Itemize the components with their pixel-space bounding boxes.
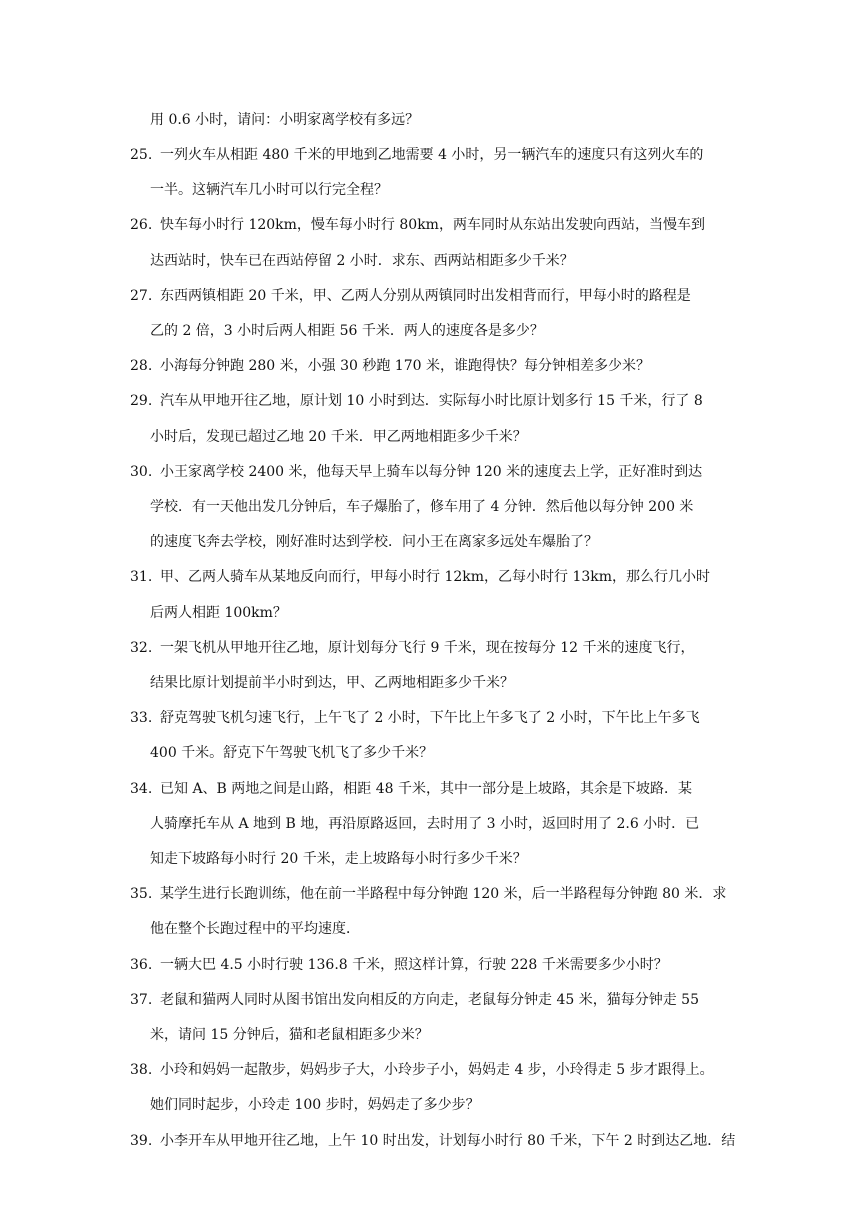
problem-text-line: 一半。这辆汽车几小时可以行完全程？ [150, 182, 388, 198]
problem-text-line: 某学生进行长跑训练，他在前一半路程中每分钟跑 120 米，后一半路程每分钟跑 80 米．求 [160, 886, 727, 902]
problem-number: 29. [130, 393, 153, 409]
problem-text-line: 快车每小时行 120km，慢车每小时行 80km，两车同时从东站出发驶向西站，当慢车到 [160, 217, 705, 233]
problem-text-line: 她们同时起步，小玲走 100 步时，妈妈走了多少步？ [150, 1097, 480, 1113]
problem-number: 26. [130, 217, 153, 233]
problem-text-line: 小王家离学校 2400 米，他每天早上骑车以每分钟 120 米的速度去上学，正好准时到达 [160, 464, 703, 480]
problem-text-line: 一列火车从相距 480 千米的甲地到乙地需要 4 小时，另一辆汽车的速度只有这列火车的 [160, 147, 704, 163]
problem-text-line: 小玲和妈妈一起散步，妈妈步子大，小玲步子小，妈妈走 4 步，小玲得走 5 步才跟得上。 [160, 1062, 714, 1078]
problem-text-line: 老鼠和猫两人同时从图书馆出发向相反的方向走，老鼠每分钟走 45 米，猫每分钟走 55 [160, 992, 699, 1008]
problem-number: 32. [130, 640, 153, 656]
problem-number: 27. [130, 288, 153, 304]
problem-number: 31. [130, 569, 153, 585]
problem-number: 25. [130, 147, 153, 163]
problem-number: 34. [130, 781, 153, 797]
problem-text-line: 他在整个长跑过程中的平均速度． [150, 921, 360, 937]
problem-text-line: 达西站时，快车已在西站停留 2 小时．求东、西两站相距多少千米？ [150, 253, 574, 269]
problem-text-line: 乙的 2 倍，3 小时后两人相距 56 千米．两人的速度各是多少？ [150, 323, 544, 339]
problem-text-line: 一架飞机从甲地开往乙地，原计划每分飞行 9 千米，现在按每分 12 千米的速度飞行， [160, 640, 695, 656]
problem-number: 39. [130, 1133, 153, 1149]
problem-text-line: 结果比原计划提前半小时到达，甲、乙两地相距多少千米？ [150, 675, 514, 691]
problem-text-line: 人骑摩托车从 A 地到 B 地，再沿原路返回，去时用了 3 小时，返回时用了 2.6 小时．已 [150, 816, 700, 832]
problem-number: 38. [130, 1062, 153, 1078]
problem-text-line: 米，请问 15 分钟后，猫和老鼠相距多少米？ [150, 1027, 429, 1043]
problem-text-line: 一辆大巴 4.5 小时行驶 136.8 千米，照这样计算，行驶 228 千米需要多少小时？ [160, 957, 668, 973]
problem-text-line: 知走下坡路每小时行 20 千米，走上坡路每小时行多少千米？ [150, 851, 527, 867]
problem-number: 36. [130, 957, 153, 973]
problem-number: 28. [130, 358, 153, 374]
problem-text-line: 小时后，发现已超过乙地 20 千米．甲乙两地相距多少千米？ [150, 429, 527, 445]
problem-number: 35. [130, 886, 153, 902]
problem-text-line: 东西两镇相距 20 千米，甲、乙两人分别从两镇同时出发相背而行，甲每小时的路程是 [160, 288, 691, 304]
problem-text-line: 舒克驾驶飞机匀速飞行，上午飞了 2 小时，下午比上午多飞了 2 小时，下午比上午多飞 [160, 710, 700, 726]
problem-text-line: 小海每分钟跑 280 米，小强 30 秒跑 170 米，谁跑得快？每分钟相差多少米？ [160, 358, 650, 374]
problem-text-line: 的速度飞奔去学校，刚好准时达到学校．问小王在离家多远处车爆胎了？ [150, 534, 598, 550]
previous-problem-tail: 用 0.6 小时，请问：小明家离学校有多远？ [150, 112, 420, 128]
problem-text-line: 学校．有一天他出发几分钟后，车子爆胎了，修车用了 4 分钟．然后他以每分钟 200 米 [150, 499, 694, 515]
problem-number: 37. [130, 992, 153, 1008]
problem-text-line: 已知 A、B 两地之间是山路，相距 48 千米，其中一部分是上坡路，其余是下坡路．某 [160, 781, 693, 797]
problem-text-line: 400 千米。舒克下午驾驶飞机飞了多少千米？ [150, 745, 434, 761]
problem-text-line: 汽车从甲地开往乙地，原计划 10 小时到达．实际每小时比原计划多行 15 千米，行了 8 [160, 393, 703, 409]
problem-number: 30. [130, 464, 153, 480]
problem-number: 33. [130, 710, 153, 726]
problem-text-line: 甲、乙两人骑车从某地反向而行，甲每小时行 12km，乙每小时行 13km，那么行几小时 [160, 569, 711, 585]
problem-text-line: 后两人相距 100km？ [150, 605, 287, 621]
problem-text-line: 小李开车从甲地开往乙地，上午 10 时出发，计划每小时行 80 千米，下午 2 时到达乙地．结 [160, 1133, 736, 1149]
